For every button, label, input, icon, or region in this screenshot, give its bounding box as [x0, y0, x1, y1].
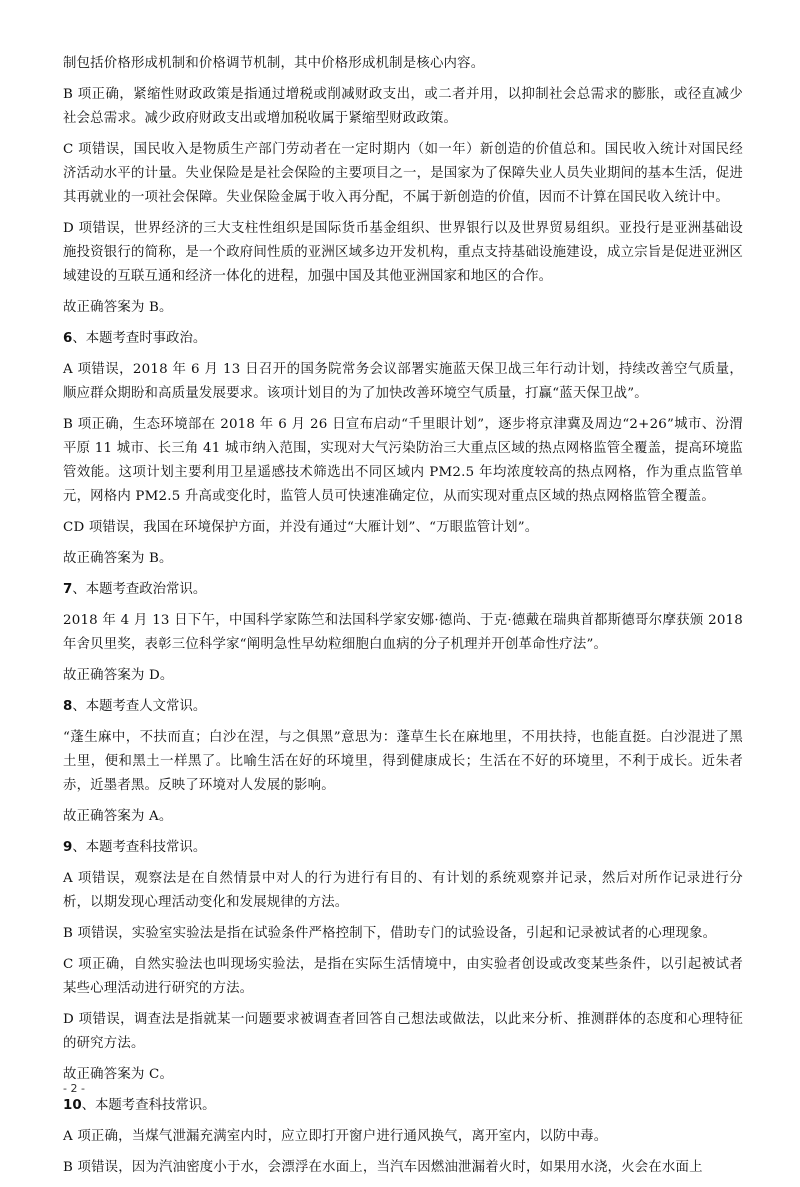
question-heading: [63, 836, 743, 860]
body-paragraph: 故正确答案为 A。: [63, 809, 173, 824]
body-paragraph: 故正确答案为 C。: [63, 1067, 174, 1082]
question-heading-text: 、本题考查科技常识。: [72, 840, 207, 855]
body-paragraph: B 项错误，因为汽油密度小于水，会漂浮在水面上，当汽车因燃油泄漏着火时，如果用水浇，火会在水面上: [63, 1160, 703, 1175]
body-paragraph: D 项错误，调查法是指就某一问题要求被调查者回答自己想法或做法，以此来分析、推测群体的态度和心理特征的研究方法。: [63, 1012, 743, 1051]
question-heading-text: 、本题考查时事政治。: [72, 331, 207, 346]
body-paragraph: C 项错误，国民收入是物质生产部门劳动者在一定时期内（如一年）新创造的价值总和。国民收入统计对国民经济活动水平的计量。失业保险是是社会保险的主要项目之一，是国家为了保障失业人员失业期间的基本生活，促进其再就业的一项社会保障。失业保险金属于收入再分配，不属于新创造的价值，因而不计算在国民收入统计中。: [63, 142, 743, 205]
page-number: - 2 -: [63, 1082, 85, 1095]
question-heading: [63, 695, 743, 719]
body-paragraph: B 项正确，生态环境部在 2018 年 6 月 26 日宣布启动“千里眼计划”，逐步将京津冀及周边“2+26”城市、汾渭平原 11 城市、长三角 41 城市纳入范围，实现对大气污染防治三大重点区域的热点网格监管全覆盖，提高环境监管效能。这项计划主要利用卫星遥感技术筛选出不同区域内 PM2.5 年均浓度较高的热点网格，作为重点监管单元，网格内 PM2.5 升高或变化时，监管人员可快速准确定位，从而实现对重点区域的热点网格监管全覆盖。: [63, 417, 743, 504]
body-paragraph: A 项错误，观察法是在自然情景中对人的行为进行有目的、有计划的系统观察并记录，然后对所作记录进行分析，以期发现心理活动变化和发展规律的方法。: [63, 871, 743, 910]
question-number: 9: [63, 840, 73, 855]
body-paragraph: 2018 年 4 月 13 日下午，中国科学家陈竺和法国科学家安娜·德尚、于克·德戴在瑞典首都斯德哥尔摩获颁 2018 年舍贝里奖，表彰三位科学家“阐明急性早幼粒细胞白血病的分子机理并开创革命性疗法”。: [63, 613, 743, 652]
question-heading: [63, 578, 743, 602]
body-paragraph: B 项错误，实验室实验法是指在试验条件严格控制下，借助专门的试验设备，引起和记录被试者的心理现象。: [63, 926, 717, 941]
question-number: 8: [63, 699, 73, 714]
body-paragraph: A 项错误，2018 年 6 月 13 日召开的国务院常务会议部署实施蓝天保卫战三年行动计划，持续改善空气质量，顺应群众期盼和高质量发展要求。该项计划目的为了加快改善环境空气质量，打赢“蓝天保卫战”。: [63, 362, 743, 401]
body-paragraph: 制包括价格形成机制和价格调节机制，其中价格形成机制是核心内容。: [63, 56, 485, 71]
body-paragraph: 故正确答案为 B。: [63, 551, 173, 566]
question-heading-text: 、本题考查政治常识。: [72, 582, 207, 597]
question-number: 6: [63, 331, 73, 346]
question-number: 7: [63, 582, 73, 597]
body-paragraph: C 项正确，自然实验法也叫现场实验法，是指在实际生活情境中，由实验者创设或改变某些条件，以引起被试者某些心理活动进行研究的方法。: [63, 957, 743, 996]
document-body: [63, 52, 743, 1187]
question-heading-text: 、本题考查科技常识。: [81, 1098, 216, 1113]
question-heading: [63, 1094, 743, 1118]
body-paragraph: D 项错误，世界经济的三大支柱性组织是国际货币基金组织、世界银行以及世界贸易组织。亚投行是亚洲基础设施投资银行的简称，是一个政府间性质的亚洲区域多边开发机构，重点支持基础设施建设，成立宗旨是促进亚洲区域建设的互联互通和经济一体化的进程，加强中国及其他亚洲国家和地区的合作。: [63, 221, 743, 284]
question-heading-text: 、本题考查人文常识。: [72, 699, 207, 714]
question-number: 10: [63, 1098, 82, 1113]
body-paragraph: 故正确答案为 B。: [63, 300, 173, 315]
body-paragraph: CD 项错误，我国在环境保护方面，并没有通过“大雁计划”、“万眼监管计划”。: [63, 520, 539, 535]
body-paragraph: “蓬生麻中，不扶而直；白沙在涅，与之俱黑”意思为：蓬草生长在麻地里，不用扶持，也能直挺。白沙混进了黑土里，便和黑土一样黑了。比喻生活在好的环境里，得到健康成长；生活在不好的环境里，不利于成长。近朱者赤，近墨者黑。反映了环境对人发展的影响。: [63, 730, 743, 793]
body-paragraph: B 项正确，紧缩性财政政策是指通过增税或削减财政支出，或二者并用，以抑制社会总需求的膨胀，或径直减少社会总需求。减少政府财政支出或增加税收属于紧缩型财政政策。: [63, 87, 743, 126]
question-heading: [63, 327, 743, 351]
body-paragraph: A 项正确，当煤气泄漏充满室内时，应立即打开窗户进行通风换气，离开室内，以防中毒。: [63, 1129, 608, 1144]
body-paragraph: 故正确答案为 D。: [63, 668, 174, 683]
